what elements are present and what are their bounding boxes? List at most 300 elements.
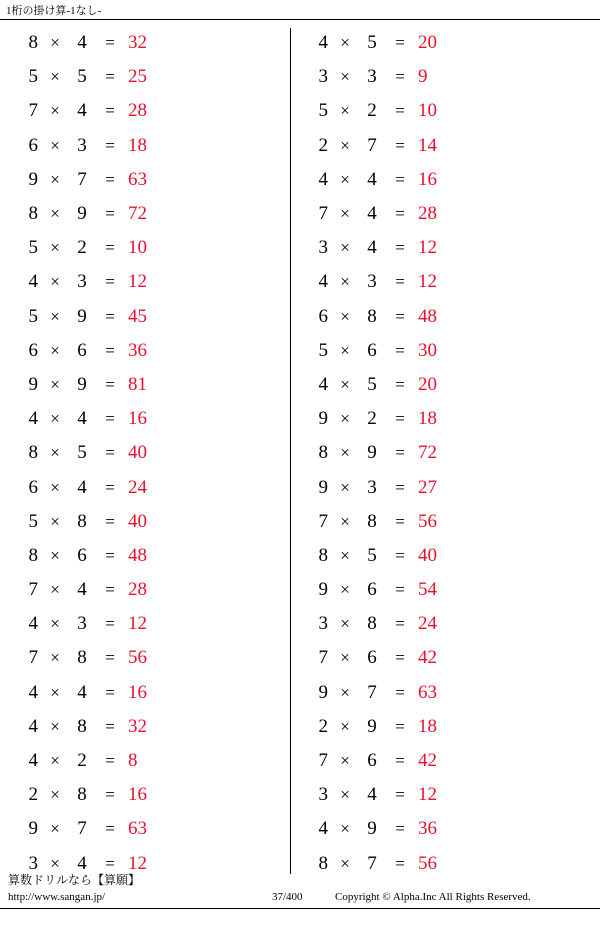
- problem-row: [300, 26, 590, 60]
- operand-second: 3: [77, 134, 87, 156]
- equals-icon: =: [395, 101, 405, 121]
- operand-first: 7: [28, 647, 38, 669]
- problem-row: [10, 744, 300, 778]
- answer-value: 12: [418, 237, 437, 259]
- problem-row: [10, 265, 300, 299]
- multiply-icon: ×: [340, 477, 350, 497]
- equals-icon: =: [105, 785, 115, 805]
- multiply-icon: ×: [340, 238, 350, 258]
- answer-value: 40: [128, 510, 147, 532]
- footer-brand: 算数ドリルなら【算願】: [8, 873, 141, 887]
- operand-second: 7: [77, 818, 87, 840]
- problem-row: [300, 402, 590, 436]
- equals-icon: =: [105, 614, 115, 634]
- operand-first: 6: [318, 305, 328, 327]
- answer-value: 18: [418, 408, 437, 430]
- problem-row: [300, 94, 590, 128]
- answer-value: 30: [418, 339, 437, 361]
- problem-row: [300, 334, 590, 368]
- operand-first: 4: [28, 613, 38, 635]
- answer-value: 28: [128, 100, 147, 122]
- multiply-icon: ×: [340, 443, 350, 463]
- equals-icon: =: [105, 272, 115, 292]
- multiply-icon: ×: [50, 306, 60, 326]
- problem-row: [300, 812, 590, 846]
- answer-value: 28: [418, 203, 437, 225]
- problem-row: [300, 470, 590, 504]
- operand-second: 9: [367, 818, 377, 840]
- answer-value: 42: [418, 647, 437, 669]
- footer-url[interactable]: http://www.sangan.jp/: [8, 891, 106, 903]
- problem-row: [10, 607, 300, 641]
- problem-row: [300, 607, 590, 641]
- equals-icon: =: [105, 340, 115, 360]
- multiply-icon: ×: [50, 409, 60, 429]
- answer-value: 16: [128, 408, 147, 430]
- operand-second: 4: [367, 784, 377, 806]
- operand-second: 8: [77, 784, 87, 806]
- equals-icon: =: [105, 819, 115, 839]
- operand-second: 4: [77, 852, 87, 874]
- operand-second: 3: [367, 66, 377, 88]
- operand-second: 4: [77, 579, 87, 601]
- answer-value: 56: [128, 647, 147, 669]
- multiply-icon: ×: [340, 682, 350, 702]
- equals-icon: =: [105, 306, 115, 326]
- multiply-icon: ×: [340, 511, 350, 531]
- answer-value: 20: [418, 373, 437, 395]
- operand-first: 7: [318, 510, 328, 532]
- operand-first: 8: [28, 544, 38, 566]
- operand-first: 5: [28, 237, 38, 259]
- problem-row: [300, 129, 590, 163]
- equals-icon: =: [395, 204, 405, 224]
- operand-first: 3: [318, 237, 328, 259]
- operand-second: 5: [77, 66, 87, 88]
- problem-column-right: [300, 26, 590, 874]
- answer-value: 40: [128, 442, 147, 464]
- problem-row: [10, 129, 300, 163]
- equals-icon: =: [395, 33, 405, 53]
- multiply-icon: ×: [340, 135, 350, 155]
- equals-icon: =: [105, 33, 115, 53]
- multiply-icon: ×: [340, 33, 350, 53]
- operand-first: 4: [318, 32, 328, 54]
- answer-value: 81: [128, 373, 147, 395]
- multiply-icon: ×: [50, 477, 60, 497]
- problem-row: [10, 778, 300, 812]
- equals-icon: =: [105, 716, 115, 736]
- operand-first: 9: [318, 408, 328, 430]
- footer-page-number: 37/400: [272, 891, 303, 903]
- operand-first: 2: [318, 715, 328, 737]
- answer-value: 36: [128, 339, 147, 361]
- answer-value: 48: [128, 544, 147, 566]
- equals-icon: =: [105, 204, 115, 224]
- answer-value: 24: [418, 613, 437, 635]
- operand-first: 4: [28, 715, 38, 737]
- equals-icon: =: [105, 511, 115, 531]
- operand-first: 6: [28, 134, 38, 156]
- equals-icon: =: [395, 648, 405, 668]
- operand-second: 4: [77, 32, 87, 54]
- equals-icon: =: [105, 648, 115, 668]
- answer-value: 25: [128, 66, 147, 88]
- operand-first: 9: [318, 681, 328, 703]
- problem-row: [10, 60, 300, 94]
- multiply-icon: ×: [340, 374, 350, 394]
- answer-value: 63: [418, 681, 437, 703]
- operand-second: 7: [367, 852, 377, 874]
- operand-first: 2: [28, 784, 38, 806]
- equals-icon: =: [395, 340, 405, 360]
- multiply-icon: ×: [50, 819, 60, 839]
- answer-value: 16: [418, 168, 437, 190]
- equals-icon: =: [105, 409, 115, 429]
- answer-value: 18: [128, 134, 147, 156]
- multiply-icon: ×: [50, 751, 60, 771]
- operand-second: 6: [367, 647, 377, 669]
- answer-value: 36: [418, 818, 437, 840]
- operand-first: 2: [318, 134, 328, 156]
- operand-second: 5: [367, 32, 377, 54]
- problem-row: [300, 676, 590, 710]
- multiply-icon: ×: [340, 204, 350, 224]
- equals-icon: =: [395, 272, 405, 292]
- equals-icon: =: [105, 580, 115, 600]
- operand-second: 4: [77, 100, 87, 122]
- equals-icon: =: [105, 101, 115, 121]
- answer-value: 40: [418, 544, 437, 566]
- equals-icon: =: [395, 238, 405, 258]
- operand-second: 3: [367, 476, 377, 498]
- operand-second: 6: [367, 579, 377, 601]
- problem-row: [10, 334, 300, 368]
- operand-second: 9: [77, 373, 87, 395]
- equals-icon: =: [395, 135, 405, 155]
- operand-first: 9: [28, 818, 38, 840]
- problem-row: [300, 847, 590, 881]
- operand-second: 7: [367, 134, 377, 156]
- equals-icon: =: [395, 580, 405, 600]
- equals-icon: =: [105, 443, 115, 463]
- operand-first: 4: [318, 373, 328, 395]
- multiply-icon: ×: [50, 853, 60, 873]
- answer-value: 16: [128, 681, 147, 703]
- operand-first: 9: [28, 373, 38, 395]
- answer-value: 72: [418, 442, 437, 464]
- multiply-icon: ×: [340, 409, 350, 429]
- answer-value: 24: [128, 476, 147, 498]
- problem-row: [10, 94, 300, 128]
- operand-second: 2: [367, 100, 377, 122]
- answer-value: 10: [418, 100, 437, 122]
- operand-first: 4: [28, 681, 38, 703]
- answer-value: 28: [128, 579, 147, 601]
- answer-value: 12: [128, 852, 147, 874]
- equals-icon: =: [105, 135, 115, 155]
- equals-icon: =: [105, 853, 115, 873]
- operand-first: 4: [318, 271, 328, 293]
- answer-value: 20: [418, 32, 437, 54]
- problem-row: [300, 744, 590, 778]
- problem-row: [10, 710, 300, 744]
- answer-value: 10: [128, 237, 147, 259]
- operand-second: 5: [77, 442, 87, 464]
- answer-value: 12: [128, 271, 147, 293]
- equals-icon: =: [395, 785, 405, 805]
- operand-second: 6: [367, 750, 377, 772]
- problem-row: [10, 402, 300, 436]
- operand-first: 8: [318, 442, 328, 464]
- answer-value: 42: [418, 750, 437, 772]
- answer-value: 14: [418, 134, 437, 156]
- problem-row: [10, 539, 300, 573]
- operand-first: 4: [28, 408, 38, 430]
- operand-first: 5: [28, 510, 38, 532]
- answer-value: 9: [418, 66, 428, 88]
- multiply-icon: ×: [50, 101, 60, 121]
- equals-icon: =: [395, 477, 405, 497]
- operand-first: 7: [318, 750, 328, 772]
- operand-first: 7: [318, 203, 328, 225]
- problem-row: [10, 505, 300, 539]
- equals-icon: =: [395, 751, 405, 771]
- operand-first: 6: [28, 476, 38, 498]
- equals-icon: =: [395, 614, 405, 634]
- problem-row: [300, 300, 590, 334]
- operand-second: 7: [367, 681, 377, 703]
- footer-divider: [0, 908, 600, 909]
- equals-icon: =: [105, 169, 115, 189]
- multiply-icon: ×: [50, 545, 60, 565]
- problem-column-left: [10, 26, 300, 874]
- operand-second: 8: [367, 305, 377, 327]
- operand-first: 7: [28, 579, 38, 601]
- problem-row: [300, 778, 590, 812]
- problem-row: [10, 676, 300, 710]
- operand-second: 4: [77, 681, 87, 703]
- operand-second: 3: [77, 613, 87, 635]
- problem-row: [300, 505, 590, 539]
- operand-second: 8: [77, 715, 87, 737]
- problem-row: [300, 197, 590, 231]
- problem-row: [300, 436, 590, 470]
- multiply-icon: ×: [340, 272, 350, 292]
- multiply-icon: ×: [340, 101, 350, 121]
- operand-second: 8: [77, 510, 87, 532]
- problem-row: [10, 573, 300, 607]
- problem-row: [10, 163, 300, 197]
- operand-first: 6: [28, 339, 38, 361]
- multiply-icon: ×: [50, 135, 60, 155]
- multiply-icon: ×: [50, 580, 60, 600]
- problem-row: [10, 26, 300, 60]
- multiply-icon: ×: [340, 580, 350, 600]
- problem-row: [300, 641, 590, 675]
- answer-value: 54: [418, 579, 437, 601]
- multiply-icon: ×: [340, 751, 350, 771]
- footer-copyright: Copyright © Alpha.Inc All Rights Reserved.: [335, 891, 531, 903]
- multiply-icon: ×: [50, 204, 60, 224]
- operand-second: 3: [367, 271, 377, 293]
- operand-first: 8: [318, 544, 328, 566]
- operand-second: 6: [77, 339, 87, 361]
- equals-icon: =: [395, 511, 405, 531]
- multiply-icon: ×: [50, 169, 60, 189]
- operand-second: 5: [367, 373, 377, 395]
- operand-first: 8: [28, 442, 38, 464]
- operand-first: 3: [28, 852, 38, 874]
- answer-value: 12: [418, 271, 437, 293]
- problem-row: [300, 60, 590, 94]
- answer-value: 56: [418, 510, 437, 532]
- problem-row: [10, 197, 300, 231]
- operand-second: 4: [367, 203, 377, 225]
- header-divider: [0, 19, 600, 20]
- problem-row: [10, 641, 300, 675]
- operand-first: 4: [28, 271, 38, 293]
- operand-second: 6: [77, 544, 87, 566]
- equals-icon: =: [105, 238, 115, 258]
- operand-second: 4: [77, 476, 87, 498]
- equals-icon: =: [105, 682, 115, 702]
- multiply-icon: ×: [50, 511, 60, 531]
- multiply-icon: ×: [50, 443, 60, 463]
- problem-row: [10, 436, 300, 470]
- answer-value: 12: [418, 784, 437, 806]
- operand-second: 9: [367, 442, 377, 464]
- answer-value: 48: [418, 305, 437, 327]
- multiply-icon: ×: [50, 614, 60, 634]
- operand-first: 3: [318, 66, 328, 88]
- equals-icon: =: [395, 853, 405, 873]
- multiply-icon: ×: [340, 306, 350, 326]
- problem-row: [10, 812, 300, 846]
- problem-row: [10, 470, 300, 504]
- multiply-icon: ×: [340, 648, 350, 668]
- equals-icon: =: [105, 751, 115, 771]
- equals-icon: =: [395, 169, 405, 189]
- answer-value: 45: [128, 305, 147, 327]
- multiply-icon: ×: [50, 374, 60, 394]
- problems-area: [0, 26, 600, 874]
- equals-icon: =: [395, 67, 405, 87]
- operand-second: 3: [77, 271, 87, 293]
- operand-first: 9: [318, 476, 328, 498]
- multiply-icon: ×: [50, 716, 60, 736]
- problem-row: [300, 231, 590, 265]
- answer-value: 56: [418, 852, 437, 874]
- operand-second: 8: [367, 510, 377, 532]
- answer-value: 32: [128, 715, 147, 737]
- operand-second: 2: [77, 237, 87, 259]
- answer-value: 72: [128, 203, 147, 225]
- operand-first: 5: [28, 66, 38, 88]
- problem-row: [10, 300, 300, 334]
- problem-row: [10, 231, 300, 265]
- multiply-icon: ×: [340, 614, 350, 634]
- equals-icon: =: [395, 819, 405, 839]
- problem-row: [10, 368, 300, 402]
- operand-first: 4: [28, 750, 38, 772]
- answer-value: 63: [128, 818, 147, 840]
- multiply-icon: ×: [340, 340, 350, 360]
- answer-value: 32: [128, 32, 147, 54]
- answer-value: 18: [418, 715, 437, 737]
- operand-first: 4: [318, 168, 328, 190]
- equals-icon: =: [395, 443, 405, 463]
- multiply-icon: ×: [340, 853, 350, 873]
- operand-second: 5: [367, 544, 377, 566]
- operand-second: 9: [77, 203, 87, 225]
- multiply-icon: ×: [340, 67, 350, 87]
- multiply-icon: ×: [340, 785, 350, 805]
- operand-first: 9: [28, 168, 38, 190]
- operand-first: 8: [28, 203, 38, 225]
- equals-icon: =: [395, 545, 405, 565]
- answer-value: 8: [128, 750, 138, 772]
- multiply-icon: ×: [50, 272, 60, 292]
- equals-icon: =: [395, 716, 405, 736]
- equals-icon: =: [395, 374, 405, 394]
- operand-second: 2: [77, 750, 87, 772]
- problem-row: [300, 573, 590, 607]
- operand-second: 4: [77, 408, 87, 430]
- problem-row: [300, 265, 590, 299]
- equals-icon: =: [105, 545, 115, 565]
- multiply-icon: ×: [340, 819, 350, 839]
- equals-icon: =: [395, 409, 405, 429]
- operand-second: 9: [367, 715, 377, 737]
- equals-icon: =: [105, 67, 115, 87]
- operand-second: 8: [77, 647, 87, 669]
- answer-value: 27: [418, 476, 437, 498]
- multiply-icon: ×: [50, 67, 60, 87]
- operand-second: 4: [367, 168, 377, 190]
- operand-first: 9: [318, 579, 328, 601]
- operand-second: 6: [367, 339, 377, 361]
- operand-first: 3: [318, 613, 328, 635]
- equals-icon: =: [395, 682, 405, 702]
- multiply-icon: ×: [50, 682, 60, 702]
- answer-value: 63: [128, 168, 147, 190]
- operand-first: 8: [28, 32, 38, 54]
- operand-first: 3: [318, 784, 328, 806]
- multiply-icon: ×: [340, 716, 350, 736]
- problem-row: [300, 539, 590, 573]
- page-title: 1桁の掛け算-1なし-: [6, 5, 102, 17]
- multiply-icon: ×: [50, 340, 60, 360]
- multiply-icon: ×: [50, 33, 60, 53]
- multiply-icon: ×: [340, 169, 350, 189]
- operand-first: 7: [318, 647, 328, 669]
- equals-icon: =: [105, 374, 115, 394]
- answer-value: 16: [128, 784, 147, 806]
- operand-first: 5: [318, 339, 328, 361]
- operand-first: 8: [318, 852, 328, 874]
- operand-first: 4: [318, 818, 328, 840]
- problem-row: [300, 710, 590, 744]
- operand-first: 7: [28, 100, 38, 122]
- problem-row: [300, 368, 590, 402]
- answer-value: 12: [128, 613, 147, 635]
- operand-first: 5: [28, 305, 38, 327]
- problem-row: [300, 163, 590, 197]
- multiply-icon: ×: [50, 785, 60, 805]
- multiply-icon: ×: [340, 545, 350, 565]
- multiply-icon: ×: [50, 648, 60, 668]
